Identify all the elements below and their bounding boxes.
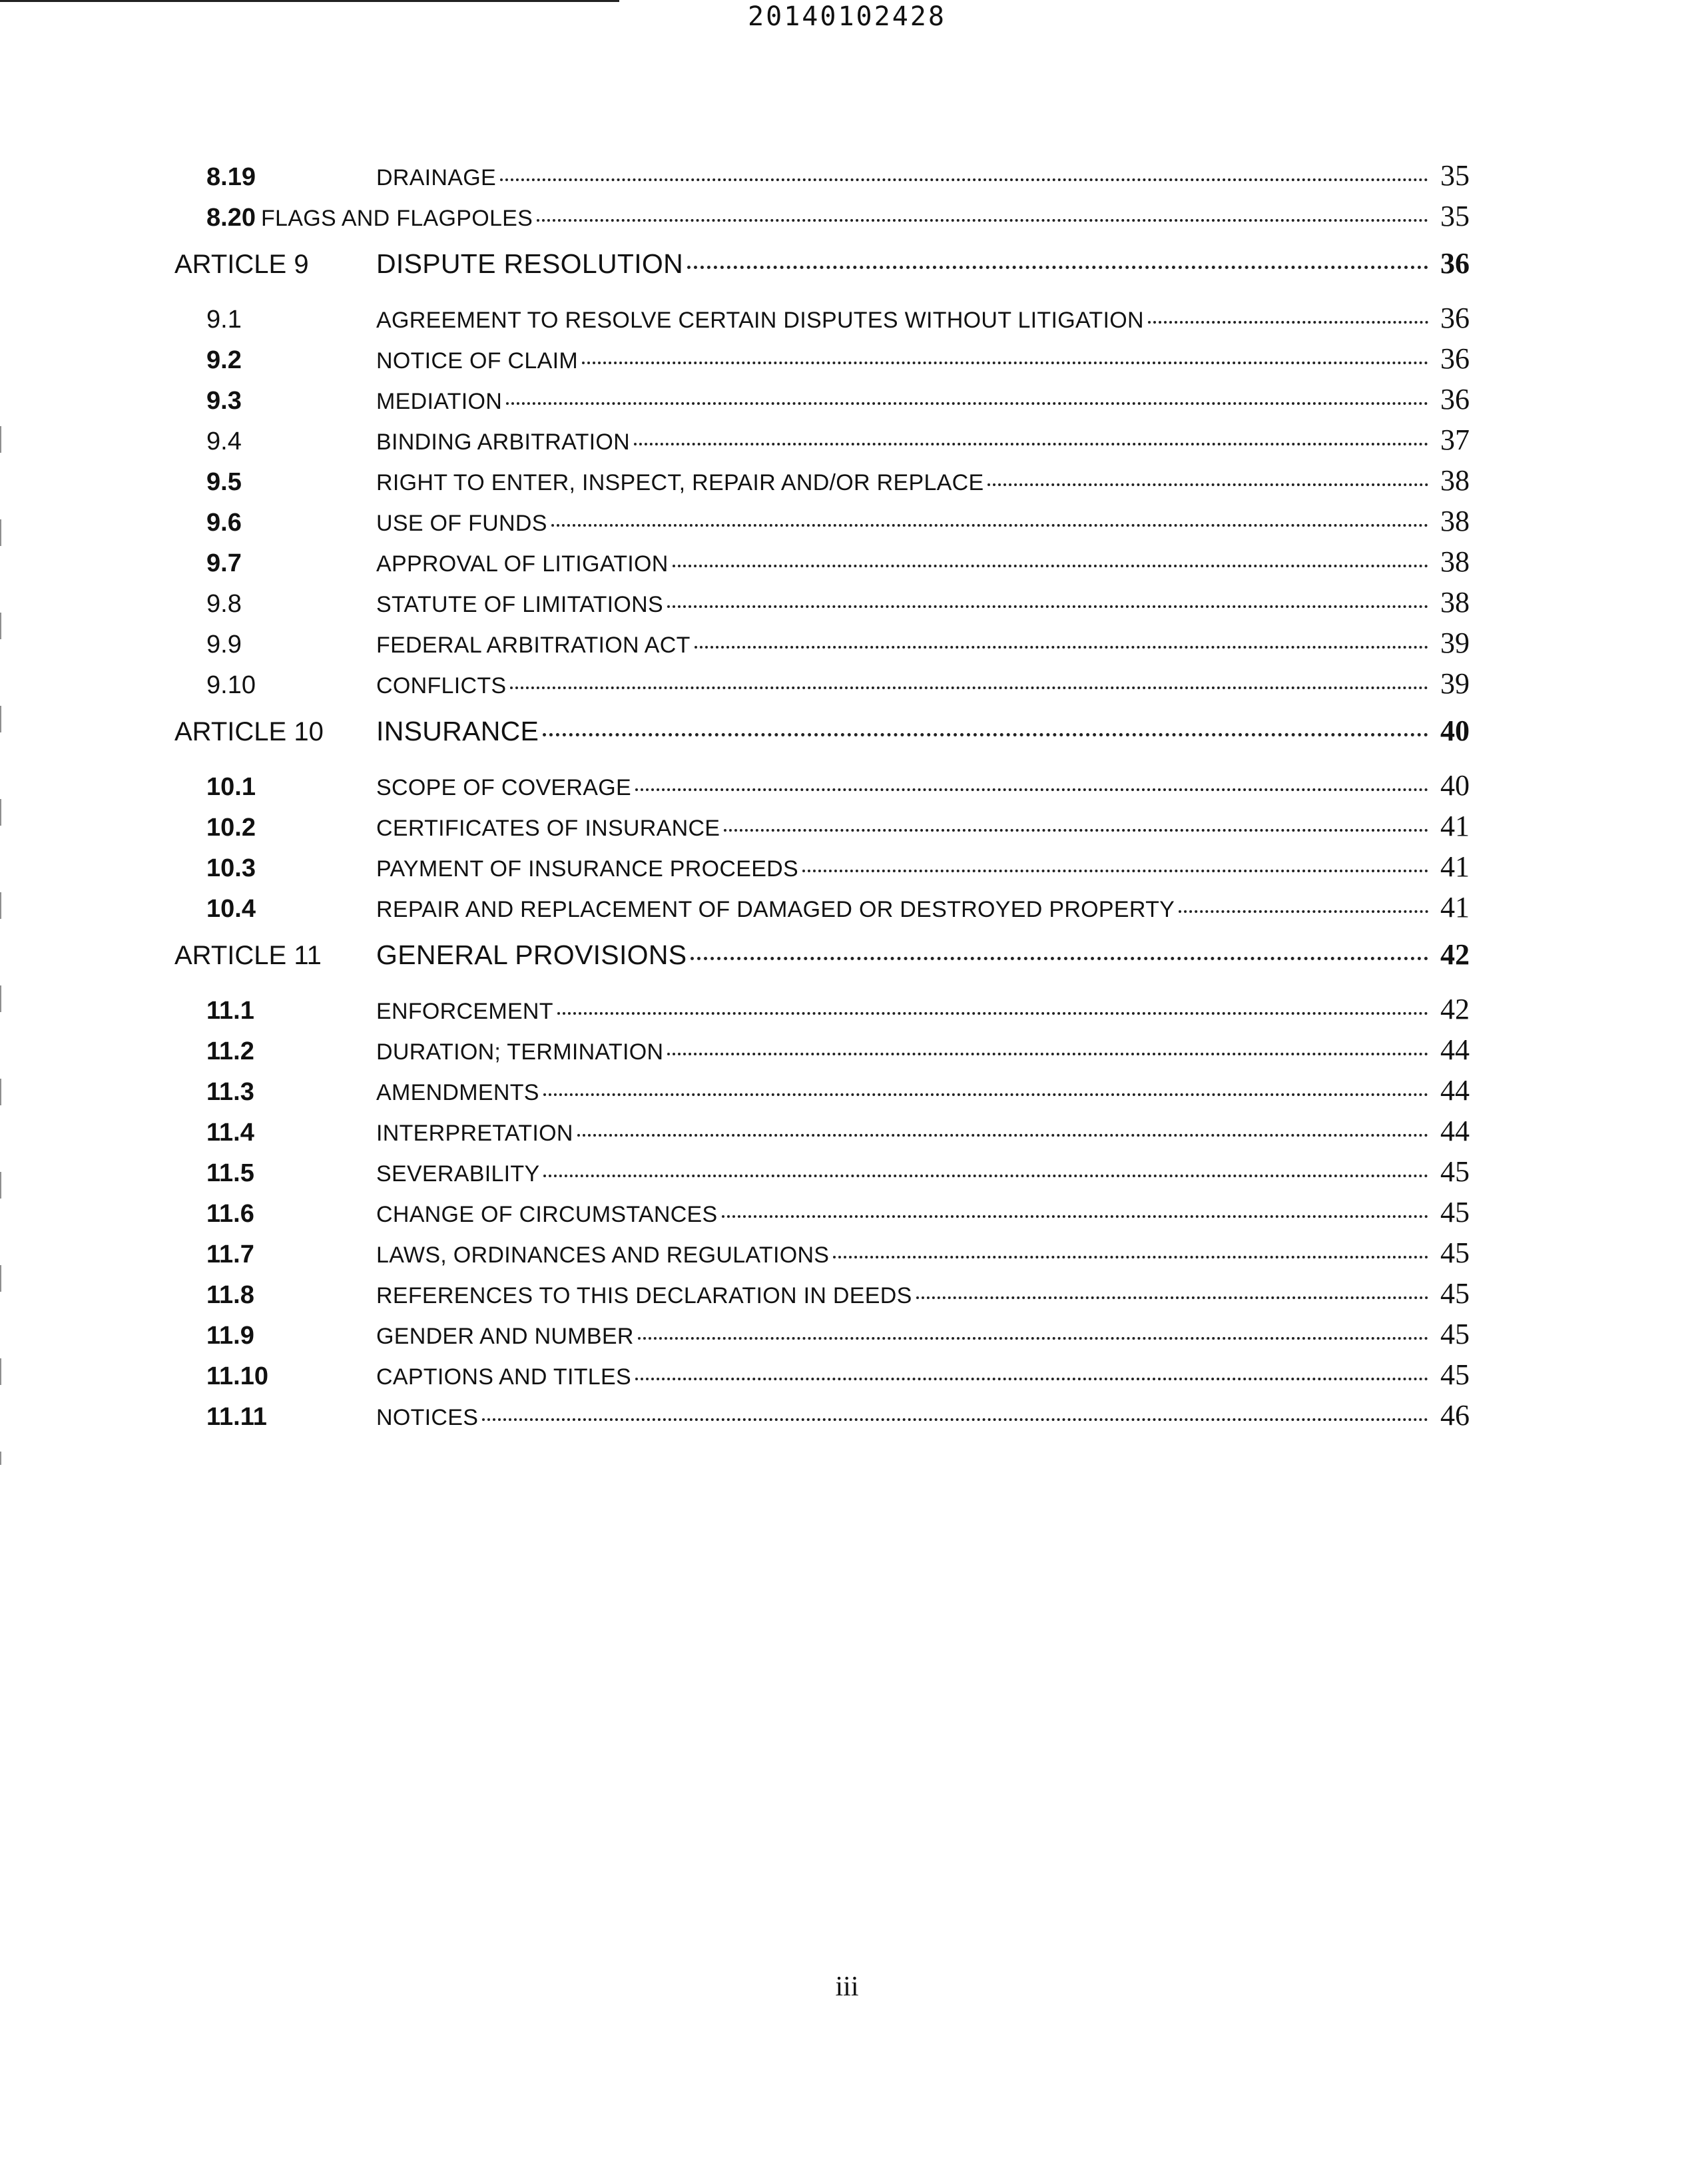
dot-leader bbox=[802, 863, 1428, 872]
toc-number: ARTICLE 9 bbox=[174, 250, 309, 279]
toc-page-number: 41 bbox=[1440, 810, 1470, 842]
toc-row bbox=[174, 382, 1470, 423]
dot-leader bbox=[537, 212, 1428, 222]
toc-page-number: 42 bbox=[1440, 938, 1470, 971]
toc-page-number: 46 bbox=[1440, 1399, 1470, 1432]
dot-leader bbox=[500, 172, 1428, 181]
dot-leader bbox=[1148, 314, 1428, 324]
toc-number: 9.9 bbox=[206, 631, 242, 659]
dot-leader bbox=[638, 1330, 1428, 1340]
toc-title: NOTICES bbox=[376, 1405, 479, 1430]
toc-row bbox=[174, 1033, 1470, 1073]
toc-number: ARTICLE 10 bbox=[174, 717, 324, 746]
toc-title: NOTICE OF CLAIM bbox=[376, 348, 578, 374]
dot-leader bbox=[695, 639, 1428, 649]
toc-number: 9.10 bbox=[206, 671, 256, 699]
toc-row bbox=[174, 1236, 1470, 1276]
toc-title: GENDER AND NUMBER bbox=[376, 1324, 634, 1349]
toc-row bbox=[174, 342, 1470, 382]
toc-row bbox=[174, 504, 1470, 545]
toc-title: MEDIATION bbox=[376, 389, 503, 414]
toc-page-number: 42 bbox=[1440, 993, 1470, 1025]
toc-number: 11.6 bbox=[206, 1200, 254, 1228]
toc-row bbox=[174, 1276, 1470, 1317]
toc-title: INTERPRETATION bbox=[376, 1121, 573, 1146]
toc-page-number: 36 bbox=[1440, 342, 1470, 375]
toc-row bbox=[174, 1155, 1470, 1195]
toc-number: 11.11 bbox=[206, 1403, 267, 1431]
toc-title: SEVERABILITY bbox=[376, 1161, 540, 1187]
toc-title: CAPTIONS AND TITLES bbox=[376, 1364, 631, 1390]
dot-leader bbox=[724, 822, 1428, 832]
toc-number: 11.10 bbox=[206, 1362, 268, 1390]
toc-page-number: 35 bbox=[1440, 159, 1470, 192]
toc-page-number: 36 bbox=[1440, 383, 1470, 415]
scan-edge-mark bbox=[0, 426, 1, 1465]
toc-title: BINDING ARBITRATION bbox=[376, 429, 630, 455]
toc-page-number: 39 bbox=[1440, 667, 1470, 700]
toc-title: CHANGE OF CIRCUMSTANCES bbox=[376, 1202, 718, 1227]
dot-leader bbox=[510, 680, 1428, 689]
dot-leader bbox=[916, 1290, 1428, 1299]
toc-row bbox=[174, 545, 1470, 585]
dot-leader bbox=[667, 1046, 1428, 1055]
toc-row bbox=[174, 1317, 1470, 1358]
toc-page-number: 41 bbox=[1440, 850, 1470, 883]
dot-leader bbox=[691, 950, 1428, 960]
toc-title: FLAGS AND FLAGPOLES bbox=[260, 206, 533, 231]
toc-number: 11.8 bbox=[206, 1281, 254, 1309]
dot-leader bbox=[543, 1168, 1428, 1177]
toc-title: ENFORCEMENT bbox=[376, 999, 553, 1024]
toc-row bbox=[174, 158, 1470, 199]
toc-row bbox=[174, 626, 1470, 667]
toc-number: 11.3 bbox=[206, 1078, 254, 1106]
toc-row bbox=[174, 1398, 1470, 1439]
toc-row bbox=[174, 1114, 1470, 1155]
toc-page-number: 35 bbox=[1440, 200, 1470, 232]
toc-page-number: 45 bbox=[1440, 1236, 1470, 1269]
toc-number: 10.4 bbox=[206, 895, 256, 923]
toc-row bbox=[174, 1358, 1470, 1398]
toc-title: REFERENCES TO THIS DECLARATION IN DEEDS bbox=[376, 1283, 912, 1308]
toc-page-number: 41 bbox=[1440, 891, 1470, 924]
toc-row bbox=[174, 1073, 1470, 1114]
toc-page-number: 38 bbox=[1440, 586, 1470, 619]
dot-leader bbox=[557, 1005, 1428, 1015]
toc-row bbox=[174, 850, 1470, 890]
toc-row bbox=[174, 890, 1470, 931]
toc-number: 11.9 bbox=[206, 1322, 254, 1350]
toc-title: PAYMENT OF INSURANCE PROCEEDS bbox=[376, 856, 799, 882]
toc-number: 10.2 bbox=[206, 814, 256, 842]
dot-leader bbox=[1179, 904, 1428, 913]
dot-leader bbox=[577, 1127, 1428, 1137]
dot-leader bbox=[506, 396, 1428, 405]
toc-article-row bbox=[174, 938, 1470, 985]
document-number: 20140102428 bbox=[748, 1, 946, 32]
toc-number: 11.7 bbox=[206, 1240, 254, 1268]
toc-title: DURATION; TERMINATION bbox=[376, 1039, 664, 1065]
toc-number: 11.1 bbox=[206, 997, 254, 1025]
toc-title: RIGHT TO ENTER, INSPECT, REPAIR AND/OR REPLACE bbox=[376, 470, 984, 495]
toc-row bbox=[174, 585, 1470, 626]
toc-page-number: 40 bbox=[1440, 769, 1470, 802]
toc-title: INSURANCE bbox=[376, 716, 539, 746]
dot-leader bbox=[482, 1412, 1428, 1421]
toc-number: 9.2 bbox=[206, 346, 242, 374]
toc-page-number: 38 bbox=[1440, 505, 1470, 537]
toc-row bbox=[174, 1195, 1470, 1236]
toc-page-number: 40 bbox=[1440, 714, 1470, 747]
toc-title: LAWS, ORDINANCES AND REGULATIONS bbox=[376, 1242, 830, 1268]
toc-number: 11.2 bbox=[206, 1037, 254, 1065]
toc-title: AMENDMENTS bbox=[376, 1080, 539, 1105]
dot-leader bbox=[673, 558, 1428, 567]
toc-row bbox=[174, 667, 1470, 707]
toc-page-number: 45 bbox=[1440, 1358, 1470, 1391]
toc-row bbox=[174, 768, 1470, 809]
toc-page-number: 39 bbox=[1440, 627, 1470, 659]
toc-row bbox=[174, 809, 1470, 850]
toc-title: USE OF FUNDS bbox=[376, 511, 547, 536]
toc-title: AGREEMENT TO RESOLVE CERTAIN DISPUTES WITHOUT LITIGATION bbox=[376, 308, 1144, 333]
toc-number: 8.20 bbox=[206, 204, 256, 232]
dot-leader bbox=[687, 259, 1428, 269]
toc-number: 10.1 bbox=[206, 773, 256, 801]
dot-leader bbox=[635, 782, 1428, 791]
dot-leader bbox=[667, 599, 1428, 608]
toc-number: 9.5 bbox=[206, 468, 242, 496]
toc-row bbox=[174, 463, 1470, 504]
dot-leader bbox=[543, 726, 1428, 736]
dot-leader bbox=[988, 477, 1428, 486]
toc-row bbox=[174, 992, 1470, 1033]
dot-leader bbox=[722, 1209, 1428, 1218]
toc-number: 8.19 bbox=[206, 163, 256, 191]
toc-number: 9.6 bbox=[206, 509, 242, 537]
page-number: iii bbox=[835, 1972, 859, 2002]
toc-number: ARTICLE 11 bbox=[174, 941, 322, 970]
toc-row bbox=[174, 199, 1470, 240]
toc-row bbox=[174, 301, 1470, 342]
table-of-contents bbox=[174, 158, 1470, 1439]
toc-number: 9.8 bbox=[206, 590, 242, 618]
toc-page-number: 45 bbox=[1440, 1196, 1470, 1228]
dot-leader bbox=[551, 517, 1428, 527]
toc-title: STATUTE OF LIMITATIONS bbox=[376, 592, 663, 617]
toc-page-number: 36 bbox=[1440, 302, 1470, 334]
toc-page-number: 45 bbox=[1440, 1155, 1470, 1188]
toc-number: 11.5 bbox=[206, 1159, 254, 1187]
dot-leader bbox=[582, 355, 1428, 364]
toc-number: 10.3 bbox=[206, 854, 256, 882]
dot-leader bbox=[833, 1249, 1428, 1258]
toc-title: APPROVAL OF LITIGATION bbox=[376, 551, 669, 577]
toc-page-number: 45 bbox=[1440, 1318, 1470, 1350]
toc-title: REPAIR AND REPLACEMENT OF DAMAGED OR DESTROYED PROPERTY bbox=[376, 897, 1175, 922]
toc-page-number: 44 bbox=[1440, 1074, 1470, 1107]
toc-title: SCOPE OF COVERAGE bbox=[376, 775, 631, 800]
toc-page-number: 45 bbox=[1440, 1277, 1470, 1310]
toc-number: 11.4 bbox=[206, 1119, 254, 1147]
toc-number: 9.1 bbox=[206, 306, 242, 334]
toc-number: 9.7 bbox=[206, 549, 242, 577]
toc-page-number: 37 bbox=[1440, 423, 1470, 456]
toc-page-number: 38 bbox=[1440, 464, 1470, 497]
toc-title: FEDERAL ARBITRATION ACT bbox=[376, 633, 691, 658]
toc-article-row bbox=[174, 714, 1470, 762]
toc-title: DISPUTE RESOLUTION bbox=[376, 248, 684, 279]
toc-number: 9.3 bbox=[206, 387, 242, 415]
toc-page-number: 44 bbox=[1440, 1033, 1470, 1066]
toc-title: CERTIFICATES OF INSURANCE bbox=[376, 816, 720, 841]
toc-title: GENERAL PROVISIONS bbox=[376, 940, 687, 970]
dot-leader bbox=[634, 436, 1428, 445]
toc-title: DRAINAGE bbox=[376, 165, 496, 190]
toc-title: CONFLICTS bbox=[376, 673, 507, 698]
toc-number: 9.4 bbox=[206, 427, 242, 455]
toc-page-number: 44 bbox=[1440, 1115, 1470, 1147]
toc-page-number: 36 bbox=[1440, 247, 1470, 280]
toc-page-number: 38 bbox=[1440, 545, 1470, 578]
toc-article-row bbox=[174, 246, 1470, 294]
toc-row bbox=[174, 423, 1470, 463]
dot-leader bbox=[635, 1371, 1428, 1380]
dot-leader bbox=[543, 1087, 1428, 1096]
